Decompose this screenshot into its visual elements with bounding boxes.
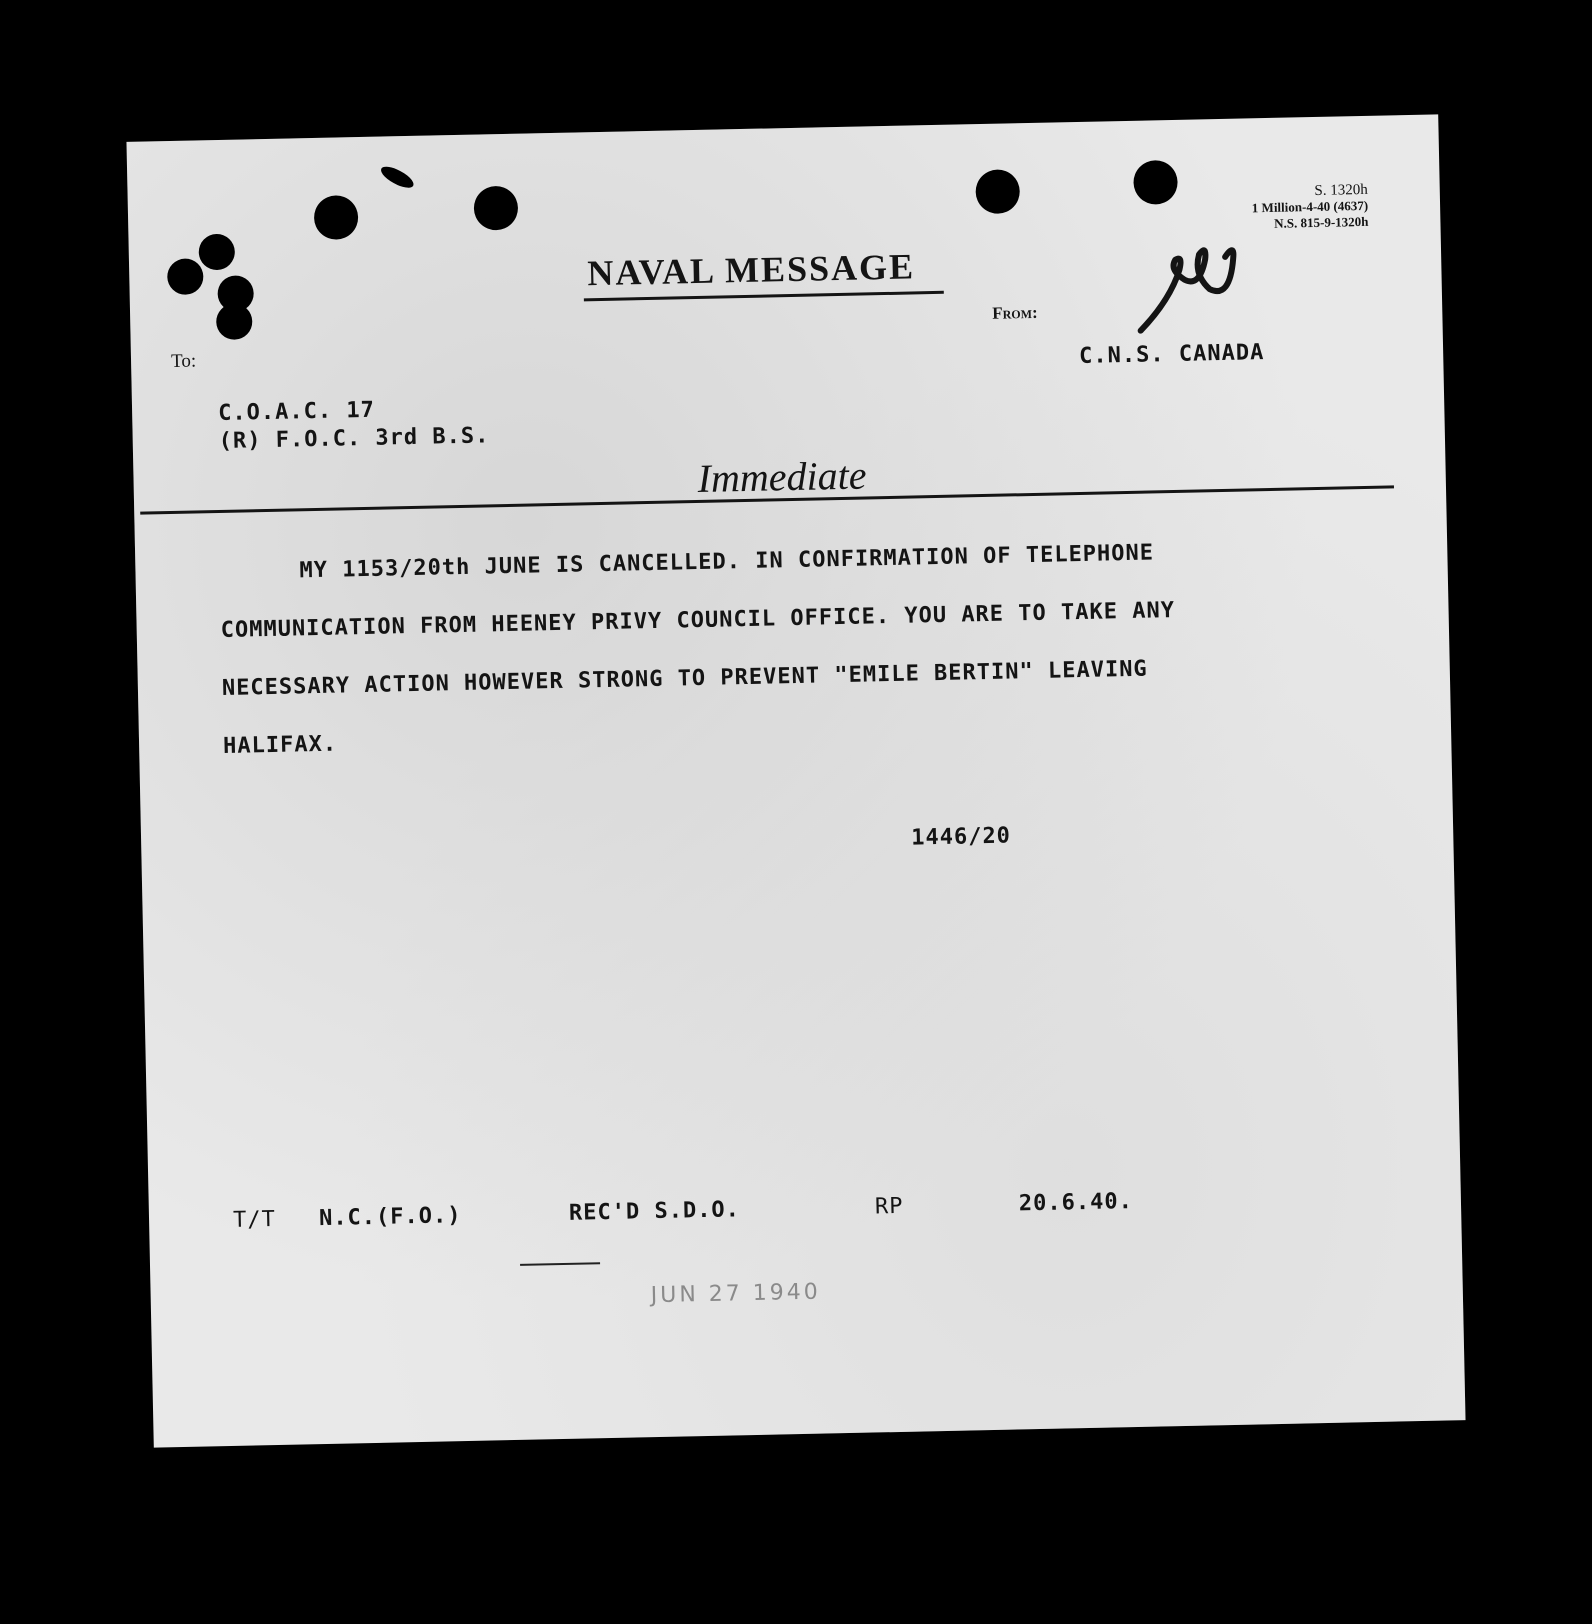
to-address-line: C.O.A.C. 17: [217, 397, 376, 427]
page-title: NAVAL MESSAGE: [586, 246, 916, 294]
punch-hole: [167, 258, 204, 295]
from-address: C.N.S. CANADA: [1078, 340, 1265, 369]
form-print-run: 1 Million-4-40 (4637): [1251, 197, 1369, 216]
punch-hole: [314, 195, 359, 240]
body-line: MY 1153/20th JUNE IS CANCELLED. IN CONFIRMATION OF TELEPHONE: [299, 540, 1155, 584]
footer-rp: RP: [874, 1193, 904, 1220]
body-line: HALIFAX.: [222, 731, 338, 759]
footer-date: 20.6.40.: [1018, 1189, 1134, 1217]
priority-text: Immediate: [697, 452, 867, 501]
punch-hole: [975, 169, 1020, 214]
to-label: To:: [170, 350, 197, 372]
paper-tear: [378, 164, 417, 191]
message-body: [219, 521, 1344, 776]
punch-hole: [473, 186, 518, 231]
footer-nc: N.C.(F.O.): [318, 1203, 462, 1232]
received-stamp: JUN 27 1940: [650, 1279, 822, 1309]
punch-hole: [216, 303, 253, 340]
body-line: COMMUNICATION FROM HEENEY PRIVY COUNCIL OFFICE. YOU ARE TO TAKE ANY: [220, 598, 1176, 644]
from-label: From:: [992, 302, 1038, 323]
to-address-line: (R) F.O.C. 3rd B.S.: [218, 423, 490, 455]
footer-tt: T/T: [232, 1206, 277, 1233]
footer-received: REC'D S.D.O.: [568, 1197, 741, 1226]
punch-hole: [198, 234, 235, 271]
form-number: S. 1320h: [1314, 181, 1368, 200]
body-line: NECESSARY ACTION HOWEVER STRONG TO PREVENT "EMILE BERTIN" LEAVING: [221, 656, 1148, 701]
to-address: [218, 394, 490, 456]
date-time-group: 1446/20: [910, 823, 1012, 851]
form-reference: N.S. 815-9-1320h: [1274, 213, 1369, 231]
message-form: [126, 114, 1465, 1447]
form-number-block: [1218, 182, 1369, 233]
stamp-line: [520, 1262, 600, 1266]
handwritten-mark-icon: [1129, 228, 1251, 340]
punch-hole: [1133, 160, 1178, 205]
